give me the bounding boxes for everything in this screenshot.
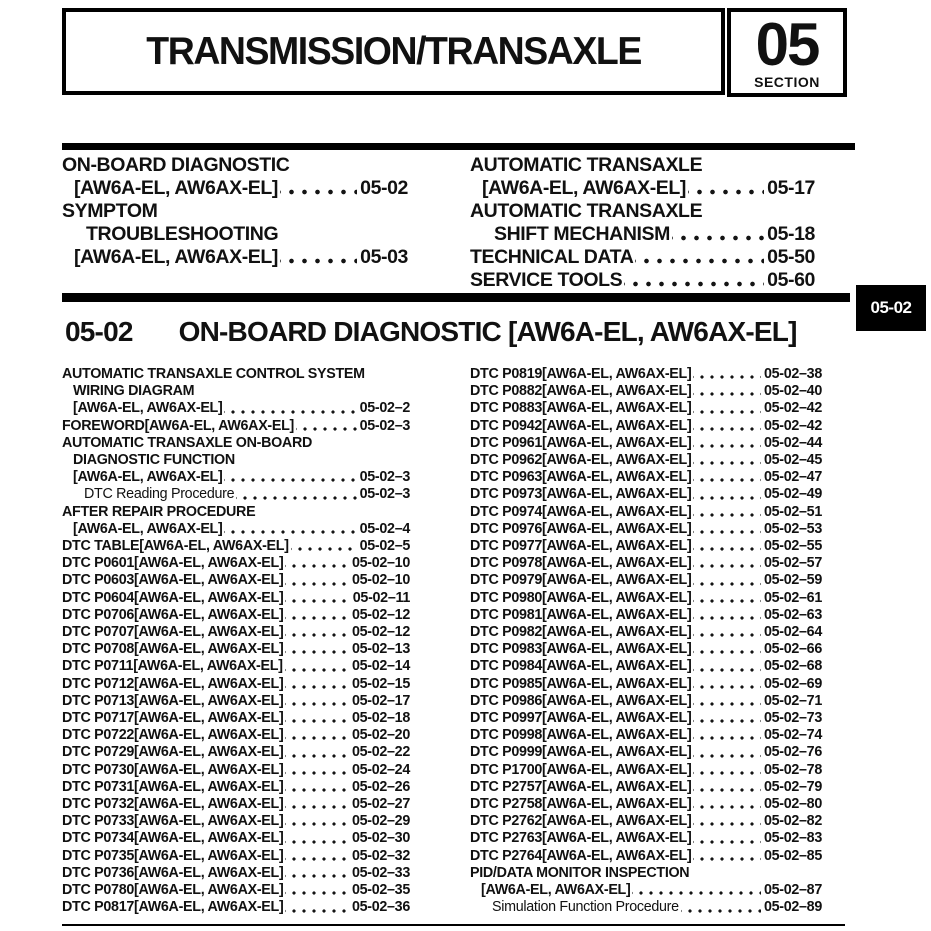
toc-entry: [470, 710, 822, 727]
toc-entry-page: 05-02–83: [763, 830, 822, 847]
toc-entry: [470, 641, 822, 658]
toc-entry-label: DTC TABLE[AW6A-EL, AW6AX-EL]: [62, 538, 289, 555]
dot-leader: [693, 521, 761, 538]
toc-entry-label: AFTER REPAIR PROCEDURE: [62, 503, 256, 520]
page-title: TRANSMISSION/TRANSAXLE: [146, 29, 641, 73]
toc-entry-page: 05-60: [767, 269, 815, 291]
toc-entry: [62, 590, 410, 607]
toc-entry-label: SERVICE TOOLS: [470, 269, 623, 291]
toc-entry-label: [AW6A-EL, AW6AX-EL]: [74, 177, 279, 199]
toc-entry-label: AUTOMATIC TRANSAXLE CONTROL SYSTEM: [62, 366, 365, 382]
toc-entry-label: DTC P0735[AW6A-EL, AW6AX-EL]: [62, 847, 284, 864]
toc-entry: [62, 469, 410, 486]
toc-entry: [470, 521, 822, 538]
toc-entry: [470, 572, 822, 589]
toc-entry: [62, 607, 410, 624]
toc-entry: [62, 366, 410, 383]
dot-leader: [285, 813, 349, 830]
toc-entry-page: 05-02–49: [763, 486, 822, 503]
toc-entry: [62, 223, 408, 246]
toc-entry: [470, 607, 822, 624]
toc-entry-label: AUTOMATIC TRANSAXLE: [470, 200, 703, 222]
toc-entry-page: 05-02–53: [763, 520, 822, 537]
toc-entry: [470, 882, 822, 899]
toc-entry: [62, 710, 410, 727]
toc-entry-label: DTC P0983[AW6A-EL, AW6AX-EL]: [470, 641, 692, 658]
toc-entry-page: 05-02–35: [351, 882, 410, 899]
toc-entry: [62, 486, 410, 503]
dot-leader: [285, 590, 349, 607]
main-toc: [62, 366, 830, 917]
dot-leader: [285, 641, 349, 658]
toc-entry-page: 05-17: [767, 177, 815, 199]
toc-entry-label: DTC P0961[AW6A-EL, AW6AX-EL]: [470, 434, 692, 451]
toc-entry-label: DTC P0962[AW6A-EL, AW6AX-EL]: [470, 452, 692, 469]
dot-leader: [693, 658, 761, 675]
toc-entry-label: DTC P2762[AW6A-EL, AW6AX-EL]: [470, 813, 692, 830]
toc-entry: [62, 762, 410, 779]
toc-entry-page: 05-02–66: [763, 641, 822, 658]
toc-entry-label: DTC P0999[AW6A-EL, AW6AX-EL]: [470, 744, 692, 761]
toc-entry: [470, 177, 815, 200]
toc-entry-page: 05-18: [767, 223, 815, 245]
toc-entry-label: PID/DATA MONITOR INSPECTION: [470, 864, 690, 881]
dot-leader: [693, 848, 761, 865]
toc-entry-page: 05-02–74: [763, 727, 822, 744]
toc-entry-page: 05-02–15: [351, 675, 410, 692]
dot-leader: [236, 486, 356, 503]
toc-entry-label: DTC P0979[AW6A-EL, AW6AX-EL]: [470, 572, 692, 589]
section-heading-number: 05-02: [65, 316, 133, 347]
section-number: 05: [755, 10, 819, 78]
toc-entry: [62, 658, 410, 675]
toc-entry-label: DTC P0963[AW6A-EL, AW6AX-EL]: [470, 469, 692, 486]
toc-entry: [62, 882, 410, 899]
toc-entry-label: DTC P0730[AW6A-EL, AW6AX-EL]: [62, 761, 284, 778]
dot-leader: [285, 727, 349, 744]
dot-leader: [693, 624, 761, 641]
dot-leader: [285, 779, 349, 796]
toc-entry-page: 05-02–40: [763, 383, 822, 400]
toc-entry-label: DTC P0986[AW6A-EL, AW6AX-EL]: [470, 692, 692, 709]
toc-entry-label: DTC P0601[AW6A-EL, AW6AX-EL]: [62, 555, 284, 572]
dot-leader: [693, 452, 761, 469]
dot-leader: [693, 693, 761, 710]
toc-entry-label: DTC P0973[AW6A-EL, AW6AX-EL]: [470, 486, 692, 503]
dot-leader: [693, 779, 761, 796]
toc-entry-label: DTC P0713[AW6A-EL, AW6AX-EL]: [62, 692, 284, 709]
toc-entry-page: 05-02–3: [359, 486, 410, 503]
toc-entry: [470, 693, 822, 710]
toc-entry-label: FOREWORD[AW6A-EL, AW6AX-EL]: [62, 417, 295, 434]
toc-entry-label: DTC P0707[AW6A-EL, AW6AX-EL]: [62, 624, 284, 641]
toc-entry: [470, 676, 822, 693]
toc-entry: [470, 246, 815, 269]
dot-leader: [285, 899, 349, 916]
dot-leader: [285, 658, 349, 675]
toc-entry-page: 05-02–3: [359, 469, 410, 486]
toc-entry-label: DTC P2758[AW6A-EL, AW6AX-EL]: [470, 796, 692, 813]
toc-entry-label: DTC P0780[AW6A-EL, AW6AX-EL]: [62, 882, 284, 899]
toc-entry-label: DTC P0603[AW6A-EL, AW6AX-EL]: [62, 572, 284, 589]
toc-entry: [62, 400, 410, 417]
dot-leader: [688, 177, 764, 200]
toc-entry-label: DTC P0998[AW6A-EL, AW6AX-EL]: [470, 727, 692, 744]
toc-entry: [470, 624, 822, 641]
dot-leader: [285, 848, 349, 865]
toc-entry-label: DIAGNOSTIC FUNCTION: [73, 452, 235, 469]
toc-entry-label: DTC P0882[AW6A-EL, AW6AX-EL]: [470, 383, 692, 400]
dot-leader: [693, 796, 761, 813]
dot-leader: [296, 418, 357, 435]
toc-entry: [470, 865, 822, 882]
toc-entry: [62, 779, 410, 796]
toc-entry: [62, 177, 408, 200]
toc-entry-label: DTC P0977[AW6A-EL, AW6AX-EL]: [470, 538, 692, 555]
dot-leader: [224, 400, 356, 417]
toc-entry-label: DTC P0981[AW6A-EL, AW6AX-EL]: [470, 606, 692, 623]
toc-entry: [470, 555, 822, 572]
dot-leader: [693, 641, 761, 658]
toc-entry-page: 05-03: [360, 246, 408, 268]
toc-entry-label: WIRING DIAGRAM: [73, 383, 195, 400]
toc-entry-page: 05-02–32: [351, 847, 410, 864]
toc-entry-page: 05-02–12: [351, 606, 410, 623]
toc-entry-page: 05-02–24: [351, 761, 410, 778]
main-toc-left-column: [62, 366, 410, 917]
dot-leader: [681, 899, 761, 916]
toc-entry: [62, 813, 410, 830]
chapter-toc-right-column: [470, 154, 815, 292]
dot-leader: [285, 744, 349, 761]
toc-entry: [62, 521, 410, 538]
toc-entry-label: DTC P0711[AW6A-EL, AW6AX-EL]: [62, 658, 283, 675]
dot-leader: [291, 538, 357, 555]
toc-entry: [62, 504, 410, 521]
side-tab-label: 05-02: [870, 298, 912, 317]
dot-leader: [693, 538, 761, 555]
toc-entry-page: 05-02–27: [351, 796, 410, 813]
toc-entry-label: DTC P0736[AW6A-EL, AW6AX-EL]: [62, 864, 284, 881]
toc-entry-label: [AW6A-EL, AW6AX-EL]: [73, 400, 223, 417]
toc-entry: [62, 848, 410, 865]
dot-leader: [280, 177, 357, 200]
toc-entry-label: TECHNICAL DATA: [470, 246, 634, 268]
toc-entry-label: DTC P0982[AW6A-EL, AW6AX-EL]: [470, 624, 692, 641]
toc-entry-label: DTC P1700[AW6A-EL, AW6AX-EL]: [470, 761, 692, 778]
dot-leader: [285, 865, 349, 882]
toc-entry: [62, 624, 410, 641]
toc-entry: [62, 676, 410, 693]
toc-entry: [470, 813, 822, 830]
toc-entry-page: 05-02–13: [351, 641, 410, 658]
dot-leader: [693, 744, 761, 761]
toc-entry-label: DTC P0978[AW6A-EL, AW6AX-EL]: [470, 555, 692, 572]
toc-entry-page: 05-02–44: [763, 434, 822, 451]
toc-entry: [62, 383, 410, 400]
dot-leader: [285, 796, 349, 813]
toc-entry-page: 05-02–10: [351, 572, 410, 589]
toc-entry-label: DTC P0722[AW6A-EL, AW6AX-EL]: [62, 727, 284, 744]
dot-leader: [285, 572, 349, 589]
toc-entry-label: DTC P0883[AW6A-EL, AW6AX-EL]: [470, 400, 692, 417]
toc-entry: [470, 658, 822, 675]
toc-entry-label: Simulation Function Procedure: [492, 899, 679, 916]
dot-leader: [693, 607, 761, 624]
toc-entry: [470, 366, 822, 383]
toc-entry: [470, 830, 822, 847]
toc-entry-page: 05-02–73: [763, 710, 822, 727]
toc-entry: [62, 727, 410, 744]
toc-entry: [470, 400, 822, 417]
side-tab: [856, 285, 926, 331]
toc-entry: [62, 830, 410, 847]
dot-leader: [693, 710, 761, 727]
toc-entry: [470, 200, 815, 223]
toc-entry-label: DTC P0817[AW6A-EL, AW6AX-EL]: [62, 899, 284, 916]
bottom-rule: [62, 924, 845, 926]
toc-entry-label: [AW6A-EL, AW6AX-EL]: [73, 469, 223, 486]
toc-entry-page: 05-02–17: [351, 692, 410, 709]
toc-entry-page: 05-02–5: [359, 538, 410, 555]
toc-entry-label: TROUBLESHOOTING: [86, 223, 279, 245]
toc-entry-label: DTC P0984[AW6A-EL, AW6AX-EL]: [470, 658, 692, 675]
toc-entry-label: DTC P0732[AW6A-EL, AW6AX-EL]: [62, 796, 284, 813]
toc-entry-page: 05-02–10: [351, 555, 410, 572]
toc-entry-page: 05-02–38: [763, 366, 822, 382]
toc-entry: [62, 538, 410, 555]
dot-leader: [285, 710, 349, 727]
divider-bar: [62, 293, 850, 302]
toc-entry-label: [AW6A-EL, AW6AX-EL]: [481, 882, 631, 899]
toc-entry-page: 05-02–57: [763, 555, 822, 572]
toc-entry: [470, 435, 822, 452]
toc-entry-label: [AW6A-EL, AW6AX-EL]: [73, 520, 223, 537]
toc-entry-label: DTC P2757[AW6A-EL, AW6AX-EL]: [470, 778, 692, 795]
dot-leader: [285, 607, 349, 624]
toc-entry-page: 05-02–18: [351, 710, 410, 727]
toc-entry-label: DTC P2764[AW6A-EL, AW6AX-EL]: [470, 847, 692, 864]
toc-entry: [470, 269, 815, 292]
dot-leader: [693, 400, 761, 417]
toc-entry-page: 05-02–22: [351, 744, 410, 761]
toc-entry: [62, 641, 410, 658]
toc-entry: [470, 154, 815, 177]
toc-entry: [62, 796, 410, 813]
dot-leader: [693, 383, 761, 400]
toc-entry: [470, 418, 822, 435]
dot-leader: [693, 486, 761, 503]
dot-leader: [693, 590, 761, 607]
toc-entry-page: 05-02–20: [351, 727, 410, 744]
toc-entry-label: DTC P0942[AW6A-EL, AW6AX-EL]: [470, 417, 692, 434]
dot-leader: [693, 435, 761, 452]
toc-entry-page: 05-02–61: [763, 589, 822, 606]
toc-entry-page: 05-02–42: [763, 400, 822, 417]
toc-entry: [62, 452, 410, 469]
toc-entry-label: DTC P0980[AW6A-EL, AW6AX-EL]: [470, 589, 692, 606]
toc-entry-label: DTC P0731[AW6A-EL, AW6AX-EL]: [62, 778, 284, 795]
section-label: SECTION: [754, 73, 820, 90]
toc-entry-page: 05-02–71: [763, 692, 822, 709]
toc-entry: [470, 762, 822, 779]
dot-leader: [693, 469, 761, 486]
toc-entry: [470, 452, 822, 469]
toc-entry: [470, 383, 822, 400]
toc-entry: [470, 504, 822, 521]
toc-entry-label: DTC P0734[AW6A-EL, AW6AX-EL]: [62, 830, 284, 847]
toc-entry-page: 05-02–89: [763, 899, 822, 916]
toc-entry-page: 05-02–33: [351, 864, 410, 881]
toc-entry-label: DTC Reading Procedure: [84, 486, 235, 503]
toc-entry-label: [AW6A-EL, AW6AX-EL]: [482, 177, 687, 199]
toc-entry-label: DTC P0976[AW6A-EL, AW6AX-EL]: [470, 520, 692, 537]
toc-entry: [470, 848, 822, 865]
dot-leader: [285, 624, 349, 641]
toc-entry-page: 05-02–87: [763, 882, 822, 899]
toc-entry-label: DTC P0604[AW6A-EL, AW6AX-EL]: [62, 589, 284, 606]
toc-entry: [62, 693, 410, 710]
toc-entry-page: 05-02–4: [359, 520, 410, 537]
toc-entry-label: DTC P0819[AW6A-EL, AW6AX-EL]: [470, 366, 692, 382]
toc-entry: [470, 486, 822, 503]
toc-entry-page: 05-02–2: [359, 400, 410, 417]
toc-entry-page: 05-02–29: [351, 813, 410, 830]
toc-entry: [470, 744, 822, 761]
toc-entry: [470, 899, 822, 916]
toc-entry-page: 05-02–11: [352, 589, 410, 606]
dot-leader: [693, 830, 761, 847]
dot-leader: [224, 469, 356, 486]
dot-leader: [693, 555, 761, 572]
toc-entry-page: 05-02–78: [763, 761, 822, 778]
toc-entry: [470, 590, 822, 607]
toc-entry-page: 05-50: [767, 246, 815, 268]
toc-entry-page: 05-02–64: [763, 624, 822, 641]
dot-leader: [624, 269, 764, 292]
toc-entry: [62, 899, 410, 916]
dot-leader: [693, 676, 761, 693]
top-rule: [62, 143, 855, 150]
dot-leader: [285, 693, 349, 710]
toc-entry: [62, 246, 408, 269]
toc-entry-page: 05-02–59: [763, 572, 822, 589]
toc-entry-label: DTC P0997[AW6A-EL, AW6AX-EL]: [470, 710, 692, 727]
toc-entry: [62, 572, 410, 589]
toc-entry-page: 05-02: [360, 177, 408, 199]
toc-entry-page: 05-02–45: [763, 452, 822, 469]
section-heading: [65, 316, 865, 348]
toc-entry: [62, 435, 410, 452]
toc-entry-label: ON-BOARD DIAGNOSTIC: [62, 154, 290, 176]
toc-entry-page: 05-02–55: [763, 538, 822, 555]
toc-entry-page: 05-02–26: [351, 778, 410, 795]
toc-entry-page: 05-02–12: [351, 624, 410, 641]
dot-leader: [693, 418, 761, 435]
page-header: [62, 8, 847, 97]
toc-entry-label: AUTOMATIC TRANSAXLE: [470, 154, 703, 176]
chapter-toc-left-column: [62, 154, 408, 292]
dot-leader: [635, 246, 764, 269]
toc-entry-page: 05-02–79: [763, 778, 822, 795]
toc-entry-label: DTC P0985[AW6A-EL, AW6AX-EL]: [470, 675, 692, 692]
dot-leader: [632, 882, 761, 899]
toc-entry-label: DTC P0733[AW6A-EL, AW6AX-EL]: [62, 813, 284, 830]
toc-entry: [470, 469, 822, 486]
toc-entry-label: DTC P0706[AW6A-EL, AW6AX-EL]: [62, 606, 284, 623]
dot-leader: [280, 246, 357, 269]
dot-leader: [285, 830, 349, 847]
dot-leader: [693, 762, 761, 779]
toc-entry: [62, 200, 408, 223]
toc-entry-label: [AW6A-EL, AW6AX-EL]: [74, 246, 279, 268]
section-number-box: [727, 8, 847, 97]
toc-entry: [470, 779, 822, 796]
toc-entry-page: 05-02–30: [351, 830, 410, 847]
toc-entry-page: 05-02–36: [351, 899, 410, 916]
dot-leader: [224, 521, 356, 538]
dot-leader: [693, 366, 761, 383]
toc-entry-label: DTC P0729[AW6A-EL, AW6AX-EL]: [62, 744, 284, 761]
toc-entry-page: 05-02–14: [351, 658, 410, 675]
chapter-toc: [62, 154, 855, 292]
toc-entry-page: 05-02–82: [763, 813, 822, 830]
dot-leader: [693, 727, 761, 744]
toc-entry-label: DTC P0708[AW6A-EL, AW6AX-EL]: [62, 641, 284, 658]
dot-leader: [693, 572, 761, 589]
main-toc-right-column: [470, 366, 822, 917]
dot-leader: [693, 813, 761, 830]
toc-entry-page: 05-02–3: [359, 417, 410, 434]
dot-leader: [672, 223, 764, 246]
toc-entry: [62, 154, 408, 177]
toc-entry-label: SYMPTOM: [62, 200, 158, 222]
toc-entry: [62, 744, 410, 761]
title-box: [62, 8, 725, 95]
toc-entry-page: 05-02–85: [763, 847, 822, 864]
toc-entry-label: DTC P0717[AW6A-EL, AW6AX-EL]: [62, 710, 284, 727]
toc-entry: [62, 418, 410, 435]
toc-entry: [62, 865, 410, 882]
toc-entry-page: 05-02–51: [763, 503, 822, 520]
toc-entry-label: AUTOMATIC TRANSAXLE ON-BOARD: [62, 434, 312, 451]
toc-entry: [62, 555, 410, 572]
toc-entry-label: DTC P2763[AW6A-EL, AW6AX-EL]: [470, 830, 692, 847]
toc-entry: [470, 223, 815, 246]
toc-entry-page: 05-02–80: [763, 796, 822, 813]
dot-leader: [285, 555, 349, 572]
dot-leader: [285, 762, 349, 779]
dot-leader: [285, 882, 349, 899]
toc-entry-page: 05-02–47: [763, 469, 822, 486]
toc-entry-page: 05-02–69: [763, 675, 822, 692]
toc-entry-label: DTC P0712[AW6A-EL, AW6AX-EL]: [62, 675, 284, 692]
toc-entry: [470, 727, 822, 744]
section-heading-title: ON-BOARD DIAGNOSTIC [AW6A-EL, AW6AX-EL]: [178, 316, 797, 347]
toc-entry-label: SHIFT MECHANISM: [494, 223, 670, 245]
toc-entry: [470, 538, 822, 555]
toc-entry-page: 05-02–76: [763, 744, 822, 761]
toc-entry-page: 05-02–63: [763, 606, 822, 623]
dot-leader: [285, 676, 349, 693]
toc-entry-label: DTC P0974[AW6A-EL, AW6AX-EL]: [470, 503, 692, 520]
toc-entry-page: 05-02–68: [763, 658, 822, 675]
dot-leader: [693, 504, 761, 521]
toc-entry: [470, 796, 822, 813]
toc-entry-page: 05-02–42: [763, 417, 822, 434]
